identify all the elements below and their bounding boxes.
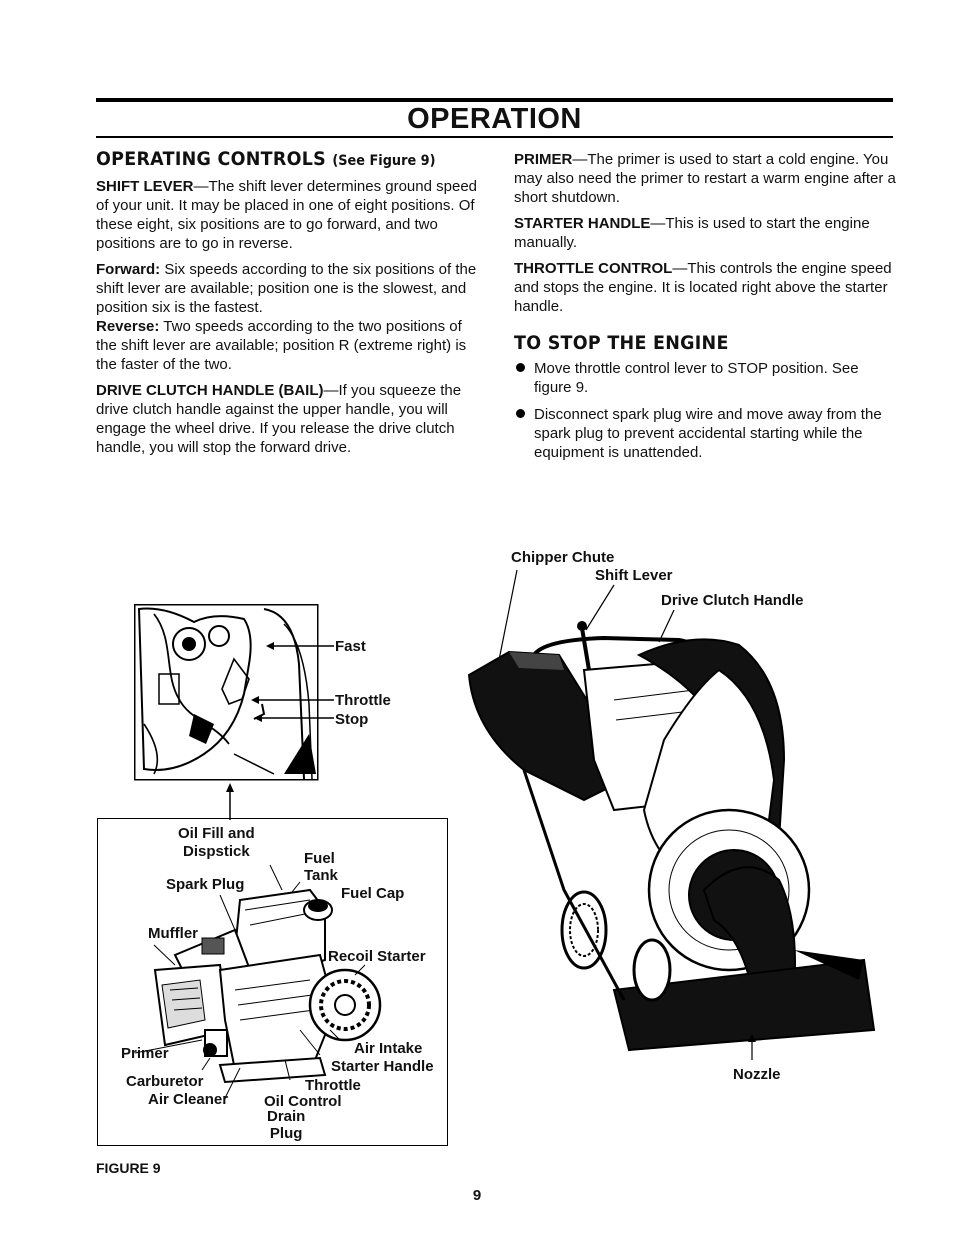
bullet-text: Move throttle control lever to STOP position. See figure 9. — [534, 360, 859, 396]
label-shift-lever: Shift Lever — [595, 567, 673, 584]
detail-connector-arrow — [222, 782, 238, 820]
body: —This controls the engine speed and stops the engine. It is located right above the starter handle. — [514, 260, 892, 315]
label-primer: Primer — [121, 1045, 169, 1062]
header-rule-top — [96, 98, 893, 102]
left-column — [96, 150, 478, 464]
label-throttle-detail: Throttle — [335, 692, 391, 709]
body: Two speeds according to the two positions of the shift lever are available; position R (extreme right) is the faster of the two. — [96, 318, 467, 373]
term: STARTER HANDLE — [514, 215, 651, 232]
label-fuel-tank: Fuel Tank — [304, 850, 338, 884]
label-drive-clutch-handle: Drive Clutch Handle — [661, 592, 804, 609]
term: PRIMER — [514, 151, 573, 168]
bullet-icon — [516, 409, 525, 418]
body: Six speeds according to the six positions of the shift lever are available; position one is the slowest, and position six is the fastest. — [96, 261, 477, 316]
label-oil-fill: Oil Fill and Dispstick — [178, 825, 255, 860]
term: Forward: — [96, 261, 161, 278]
forward-paragraph — [96, 260, 478, 317]
reverse-paragraph — [96, 317, 478, 374]
engine-illustration — [140, 870, 380, 1090]
label-air-cleaner: Air Cleaner — [148, 1091, 229, 1108]
section-title: OPERATION — [407, 103, 582, 135]
label-throttle-engine: Throttle — [305, 1077, 361, 1094]
figure-caption: FIGURE 9 — [96, 1160, 161, 1176]
term: DRIVE CLUTCH HANDLE (BAIL) — [96, 382, 324, 399]
label-carburetor: Carburetor — [126, 1073, 204, 1090]
label-fuel-cap: Fuel Cap — [341, 885, 405, 902]
term: Reverse: — [96, 318, 160, 335]
header-rule-bottom — [96, 136, 893, 138]
page-number: 9 — [472, 1187, 482, 1204]
heading-sub: (See Figure 9) — [332, 153, 436, 169]
label-spark-plug: Spark Plug — [166, 876, 245, 893]
right-column — [514, 150, 896, 470]
stop-engine-list — [514, 359, 896, 462]
label-fast: Fast — [335, 638, 366, 655]
label-recoil-starter: Recoil Starter — [328, 948, 426, 965]
drive-clutch-paragraph — [96, 381, 478, 457]
label-oil-control: Oil Control — [264, 1093, 342, 1110]
bullet-icon — [516, 363, 525, 372]
shift-lever-paragraph — [96, 177, 478, 253]
label-nozzle: Nozzle — [733, 1066, 781, 1083]
label-muffler: Muffler — [148, 925, 198, 942]
body: —The primer is used to start a cold engine. You may also need the primer to restart a warm engine after a short shutdown. — [514, 151, 896, 206]
label-stop: Stop — [335, 711, 369, 728]
body: —If you squeeze the drive clutch handle against the upper handle, you will engage the wheel drive. If you release the drive clutch handle, you will stop the forward drive. — [96, 382, 462, 456]
list-item — [514, 405, 896, 462]
term: THROTTLE CONTROL — [514, 260, 673, 277]
body: —The shift lever determines ground speed of your unit. It may be placed in one of eight positions. Of these eight, six positions are to go forward, and two positions are to go in reverse. — [96, 178, 477, 252]
throttle-detail-illustration — [134, 604, 324, 782]
term: SHIFT LEVER — [96, 178, 194, 195]
chipper-illustration — [464, 560, 884, 1070]
starter-handle-paragraph — [514, 214, 896, 252]
operating-controls-heading — [96, 150, 447, 171]
label-starter-handle: Starter Handle — [331, 1058, 434, 1075]
list-item — [514, 359, 896, 397]
throttle-control-paragraph — [514, 259, 896, 316]
label-drain-plug: Drain Plug — [267, 1108, 306, 1142]
primer-paragraph — [514, 150, 896, 207]
bullet-text: Disconnect spark plug wire and move away from the spark plug to prevent accidental starting while the equipment is unattended. — [534, 406, 882, 461]
label-air-intake: Air Intake — [354, 1040, 423, 1057]
stop-engine-heading: TO STOP THE ENGINE — [514, 332, 729, 354]
body: —This is used to start the engine manually. — [514, 215, 870, 251]
heading-text: OPERATING CONTROLS — [96, 148, 326, 170]
label-chipper-chute: Chipper Chute — [511, 549, 615, 566]
